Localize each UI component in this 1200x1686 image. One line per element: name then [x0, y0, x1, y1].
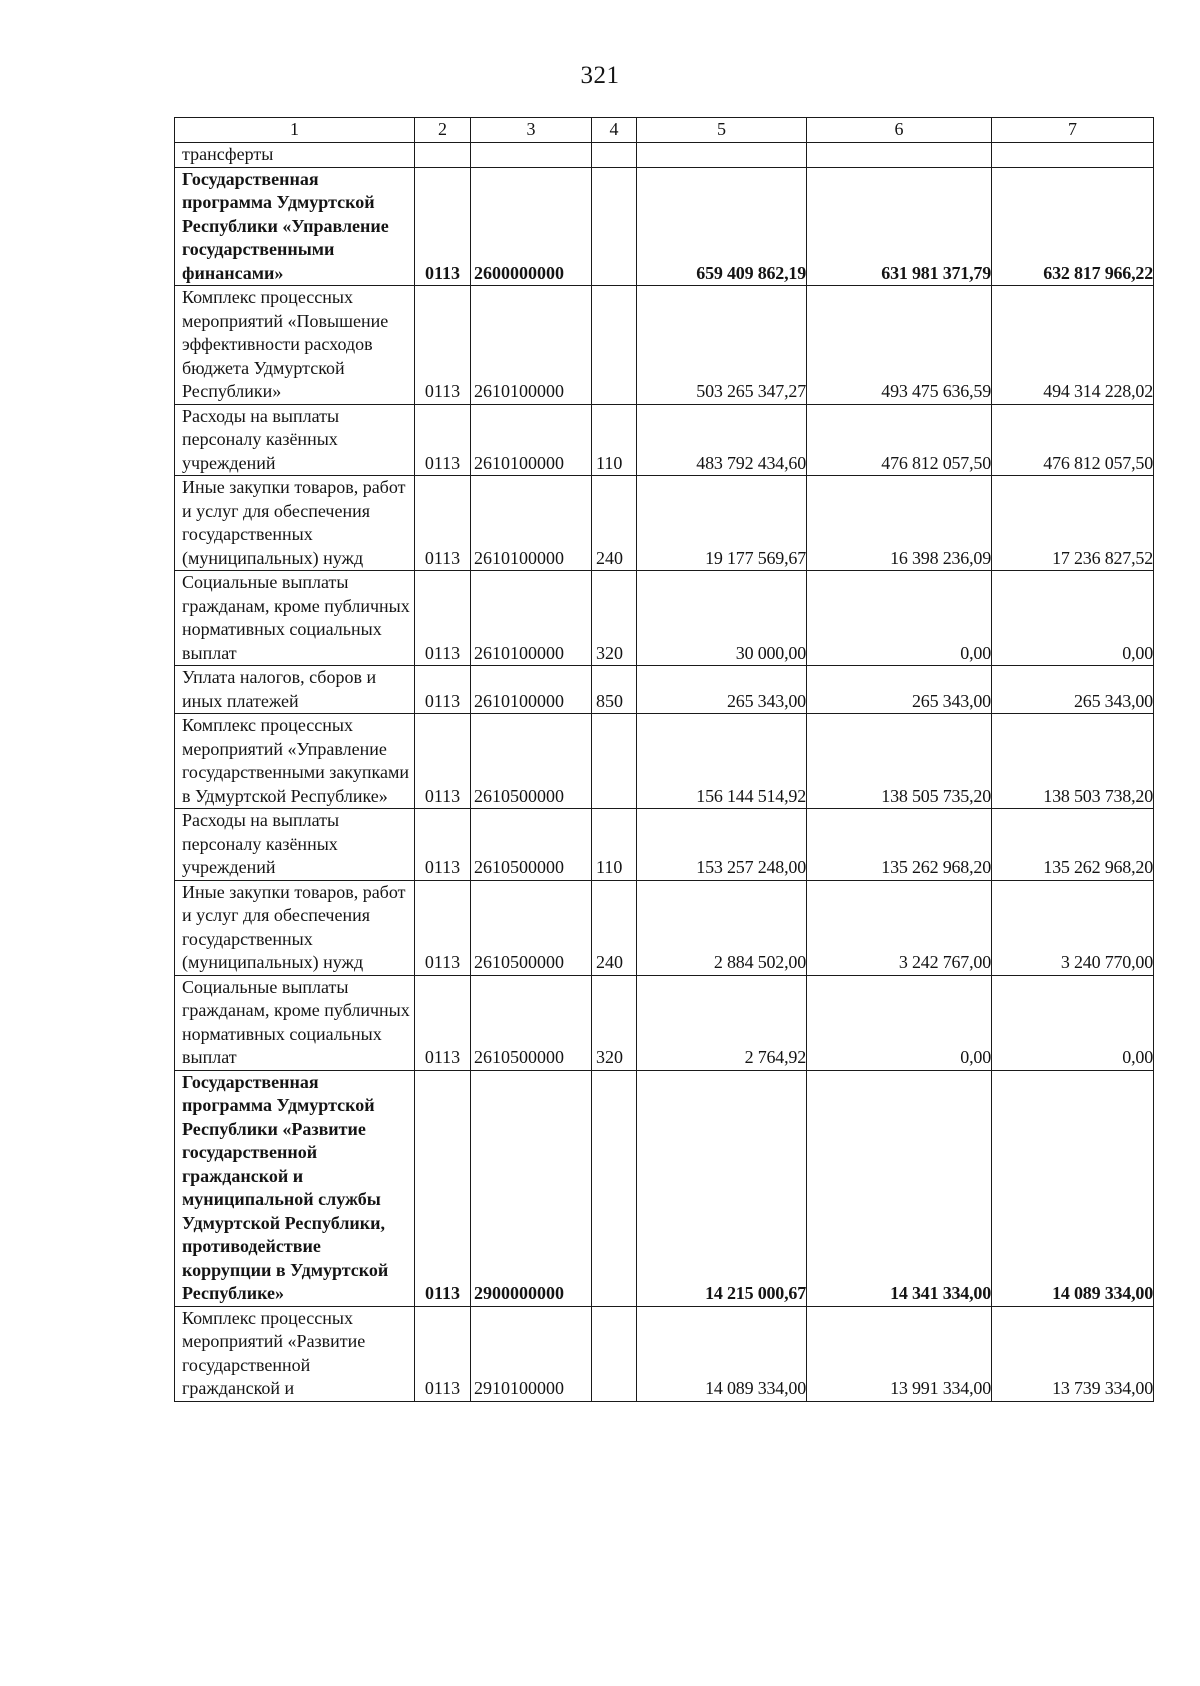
amount-col7: 476 812 057,50 — [992, 404, 1154, 476]
row-name: Расходы на выплаты персоналу казённых учреждений — [175, 809, 415, 881]
section-code: 0113 — [415, 975, 471, 1070]
table-row — [175, 286, 1154, 405]
expense-kind: 320 — [592, 975, 637, 1070]
amount-col5 — [637, 143, 807, 168]
row-name: Уплата налогов, сборов и иных платежей — [175, 666, 415, 714]
table-body — [175, 143, 1154, 1402]
amount-col5: 2 764,92 — [637, 975, 807, 1070]
amount-col5: 30 000,00 — [637, 571, 807, 666]
amount-col7: 17 236 827,52 — [992, 476, 1154, 571]
section-code — [415, 143, 471, 168]
section-code: 0113 — [415, 1070, 471, 1306]
row-name: Иные закупки товаров, работ и услуг для обеспечения государственных (муниципальных) нужд — [175, 880, 415, 975]
amount-col5: 2 884 502,00 — [637, 880, 807, 975]
table-row — [175, 1306, 1154, 1401]
expense-kind: 320 — [592, 571, 637, 666]
row-name: Иные закупки товаров, работ и услуг для обеспечения государственных (муниципальных) нужд — [175, 476, 415, 571]
section-code: 0113 — [415, 404, 471, 476]
column-header: 2 — [415, 118, 471, 143]
amount-col5: 483 792 434,60 — [637, 404, 807, 476]
table-row — [175, 404, 1154, 476]
column-header: 5 — [637, 118, 807, 143]
amount-col6: 493 475 636,59 — [807, 286, 992, 405]
amount-col7: 14 089 334,00 — [992, 1070, 1154, 1306]
amount-col7: 3 240 770,00 — [992, 880, 1154, 975]
expense-kind — [592, 1306, 637, 1401]
amount-col5: 14 089 334,00 — [637, 1306, 807, 1401]
row-name: Государственная программа Удмуртской Республики «Управление государственными финансами» — [175, 167, 415, 286]
target-code: 2610100000 — [471, 286, 592, 405]
table-row — [175, 476, 1154, 571]
amount-col5: 156 144 514,92 — [637, 714, 807, 809]
row-name: Комплекс процессных мероприятий «Управление государственными закупками в Удмуртской Республике» — [175, 714, 415, 809]
column-header: 4 — [592, 118, 637, 143]
expense-kind — [592, 286, 637, 405]
target-code: 2610500000 — [471, 809, 592, 881]
expense-kind — [592, 1070, 637, 1306]
amount-col7: 494 314 228,02 — [992, 286, 1154, 405]
amount-col7: 13 739 334,00 — [992, 1306, 1154, 1401]
amount-col6: 0,00 — [807, 571, 992, 666]
section-code: 0113 — [415, 571, 471, 666]
table-row — [175, 975, 1154, 1070]
target-code: 2610500000 — [471, 714, 592, 809]
amount-col5: 19 177 569,67 — [637, 476, 807, 571]
column-header: 1 — [175, 118, 415, 143]
target-code: 2900000000 — [471, 1070, 592, 1306]
expense-kind: 240 — [592, 476, 637, 571]
section-code: 0113 — [415, 880, 471, 975]
continuation-row — [175, 143, 1154, 168]
row-name: Комплекс процессных мероприятий «Развитие государственной гражданской и — [175, 1306, 415, 1401]
expense-kind: 110 — [592, 809, 637, 881]
target-code: 2610500000 — [471, 880, 592, 975]
expense-kind: 240 — [592, 880, 637, 975]
amount-col6: 631 981 371,79 — [807, 167, 992, 286]
column-number-row — [175, 118, 1154, 143]
row-name: трансферты — [175, 143, 415, 168]
section-code: 0113 — [415, 666, 471, 714]
amount-col5: 153 257 248,00 — [637, 809, 807, 881]
amount-col6: 3 242 767,00 — [807, 880, 992, 975]
amount-col7: 0,00 — [992, 975, 1154, 1070]
amount-col6: 265 343,00 — [807, 666, 992, 714]
expense-kind: 850 — [592, 666, 637, 714]
amount-col6: 135 262 968,20 — [807, 809, 992, 881]
table-row — [175, 809, 1154, 881]
section-code: 0113 — [415, 167, 471, 286]
page-number: 321 — [580, 62, 620, 89]
amount-col7 — [992, 143, 1154, 168]
amount-col6: 138 505 735,20 — [807, 714, 992, 809]
amount-col5: 14 215 000,67 — [637, 1070, 807, 1306]
budget-table — [174, 117, 1154, 1402]
row-name: Государственная программа Удмуртской Республики «Развитие государственной гражданской и муниципальной службы Удмуртской Республики, противодействие коррупции в Удмуртской Республике» — [175, 1070, 415, 1306]
amount-col7: 138 503 738,20 — [992, 714, 1154, 809]
amount-col7: 0,00 — [992, 571, 1154, 666]
amount-col5: 265 343,00 — [637, 666, 807, 714]
section-code: 0113 — [415, 809, 471, 881]
target-code: 2610100000 — [471, 666, 592, 714]
row-name: Комплекс процессных мероприятий «Повышение эффективности расходов бюджета Удмуртской Республики» — [175, 286, 415, 405]
table-row — [175, 714, 1154, 809]
amount-col5: 659 409 862,19 — [637, 167, 807, 286]
section-code: 0113 — [415, 286, 471, 405]
row-name: Расходы на выплаты персоналу казённых учреждений — [175, 404, 415, 476]
expense-kind — [592, 143, 637, 168]
amount-col6: 13 991 334,00 — [807, 1306, 992, 1401]
amount-col6 — [807, 143, 992, 168]
amount-col6: 16 398 236,09 — [807, 476, 992, 571]
amount-col7: 632 817 966,22 — [992, 167, 1154, 286]
target-code: 2610100000 — [471, 571, 592, 666]
amount-col5: 503 265 347,27 — [637, 286, 807, 405]
row-name: Социальные выплаты гражданам, кроме публичных нормативных социальных выплат — [175, 975, 415, 1070]
amount-col7: 135 262 968,20 — [992, 809, 1154, 881]
target-code: 2610100000 — [471, 476, 592, 571]
column-header: 3 — [471, 118, 592, 143]
target-code: 2600000000 — [471, 167, 592, 286]
table-row — [175, 666, 1154, 714]
target-code: 2910100000 — [471, 1306, 592, 1401]
amount-col7: 265 343,00 — [992, 666, 1154, 714]
target-code — [471, 143, 592, 168]
expense-kind — [592, 167, 637, 286]
section-code: 0113 — [415, 476, 471, 571]
target-code: 2610100000 — [471, 404, 592, 476]
expense-kind: 110 — [592, 404, 637, 476]
target-code: 2610500000 — [471, 975, 592, 1070]
expense-kind — [592, 714, 637, 809]
table-row — [175, 1070, 1154, 1306]
section-code: 0113 — [415, 1306, 471, 1401]
amount-col6: 476 812 057,50 — [807, 404, 992, 476]
section-code: 0113 — [415, 714, 471, 809]
amount-col6: 0,00 — [807, 975, 992, 1070]
table-row — [175, 571, 1154, 666]
table-row — [175, 167, 1154, 286]
column-header: 6 — [807, 118, 992, 143]
amount-col6: 14 341 334,00 — [807, 1070, 992, 1306]
row-name: Социальные выплаты гражданам, кроме публичных нормативных социальных выплат — [175, 571, 415, 666]
column-header: 7 — [992, 118, 1154, 143]
table-row — [175, 880, 1154, 975]
